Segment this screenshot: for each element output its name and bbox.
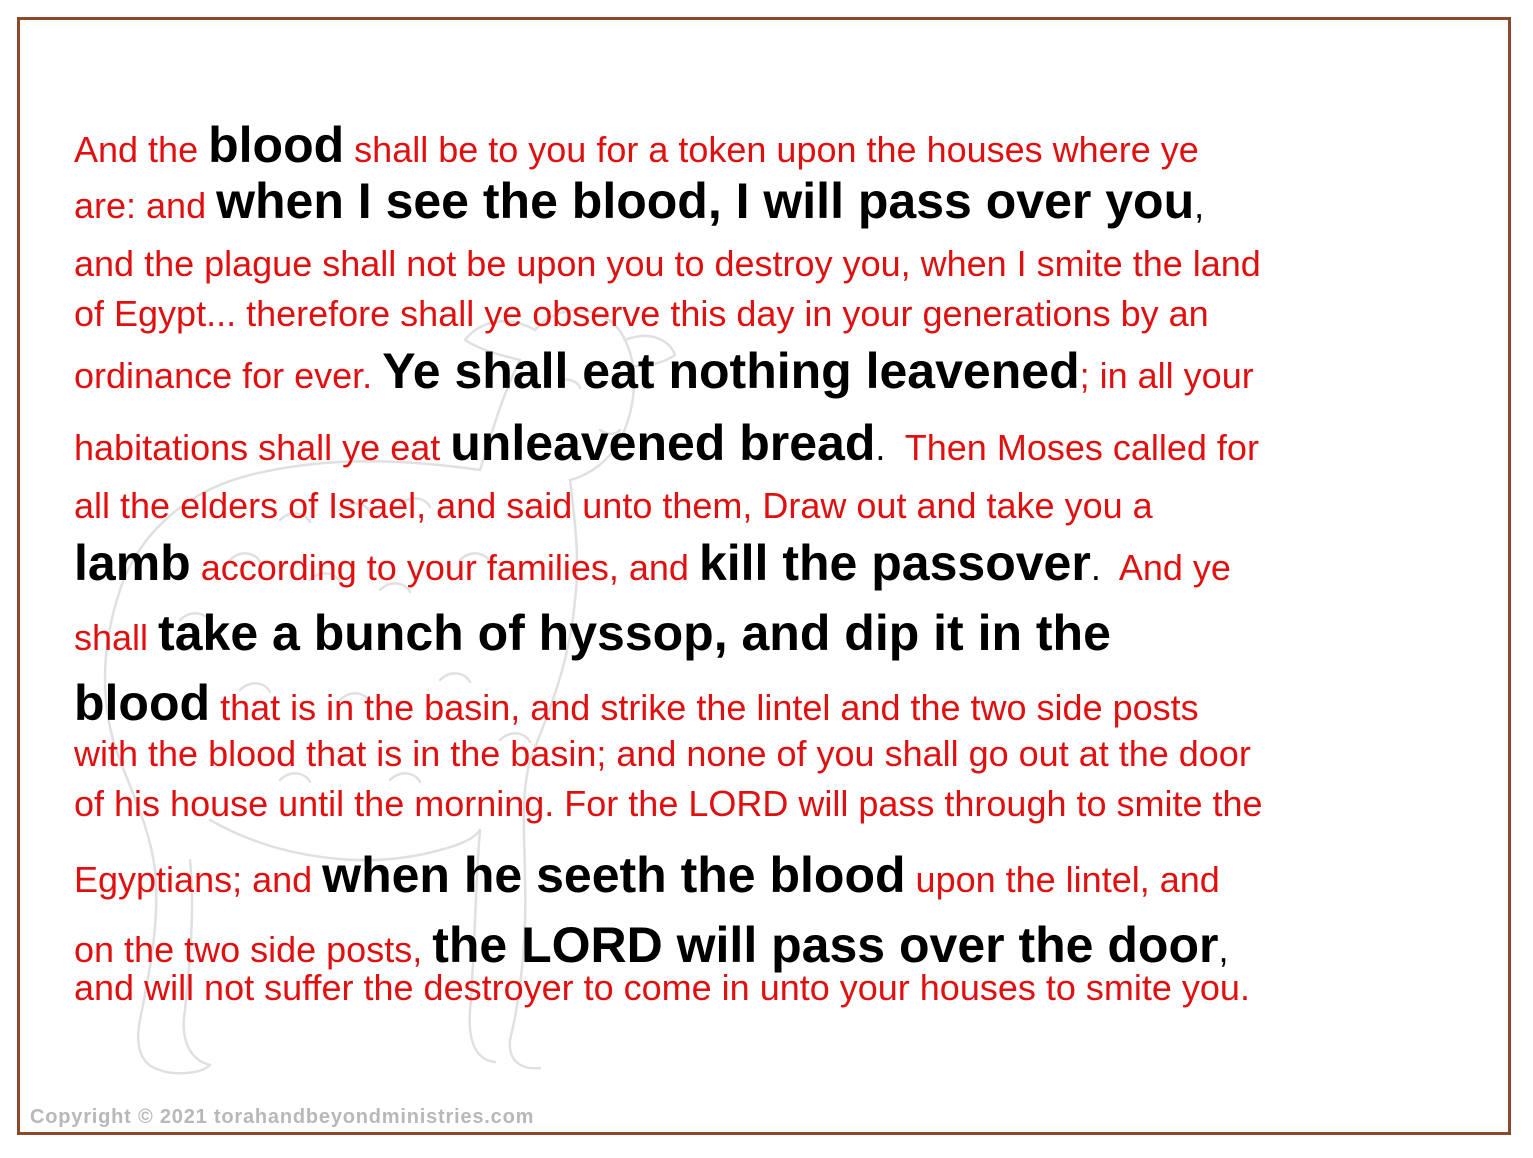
- passage-line-5: [74, 343, 1474, 418]
- passage-line-7: all the elders of Israel, and said unto them, Draw out and take you a: [74, 485, 1153, 526]
- emphasis-text: lamb: [74, 535, 191, 591]
- passage-text: on the two side posts,: [74, 929, 433, 970]
- passage-line-8: [74, 535, 1474, 608]
- passage-text: ordinance for ever.: [74, 355, 383, 396]
- passage-text: shall be to you for a token upon the houses where ye: [344, 129, 1199, 170]
- emphasis-text: Ye shall eat nothing leavened: [382, 343, 1080, 399]
- passage-line-14: [74, 917, 1474, 973]
- passage-line-12: of his house until the morning. For the LORD will pass through to smite the: [74, 783, 1263, 824]
- passage-text: Then Moses called for: [885, 427, 1259, 468]
- passage-line-13: [74, 847, 1474, 920]
- scripture-passage: [74, 117, 1474, 1008]
- passage-line-1: [74, 117, 1474, 176]
- emphasis-text: when he seeth the blood: [322, 847, 906, 903]
- passage-text: shall: [74, 617, 159, 658]
- emphasis-text: blood: [74, 675, 211, 731]
- passage-line-3: and the plague shall not be upon you to destroy you, when I smite the land: [74, 243, 1261, 284]
- passage-line-15: and will not suffer the destroyer to come in unto your houses to smite you.: [74, 967, 1250, 1008]
- passage-line-2: [74, 173, 1474, 246]
- passage-line-10: [74, 675, 1474, 736]
- passage-line-9: [74, 605, 1474, 678]
- copyright-notice: Copyright © 2021 torahandbeyondministries.com: [30, 1106, 535, 1128]
- emphasis-text: unleavened bread: [450, 415, 876, 471]
- passage-text: Egyptians; and: [74, 859, 323, 900]
- passage-line-11: with the blood that is in the basin; and none of you shall go out at the door: [74, 733, 1251, 774]
- passage-text: upon the lintel, and: [905, 859, 1220, 900]
- emphasis-text: kill the passover: [698, 535, 1091, 591]
- emphasis-text: when I see the blood, I will pass over you: [216, 173, 1195, 229]
- passage-text: And the: [74, 129, 209, 170]
- passage-punctuation: ,: [1218, 929, 1229, 970]
- passage-text: are: and: [74, 185, 217, 226]
- passage-punctuation: ,: [1194, 185, 1205, 226]
- passage-line-6: [74, 415, 1474, 488]
- emphasis-text: blood: [208, 117, 345, 173]
- emphasis-text: the LORD will pass over the door: [432, 917, 1219, 973]
- passage-text: And ye: [1100, 547, 1231, 588]
- emphasis-text: take a bunch of hyssop, and dip it in the: [158, 605, 1111, 661]
- passage-punctuation: .: [875, 427, 886, 468]
- passage-text: according to your families, and: [190, 547, 699, 588]
- passage-text: that is in the basin, and strike the lintel and the two side posts: [210, 687, 1199, 728]
- passage-text: ; in all your: [1079, 355, 1254, 396]
- passage-text: habitations shall ye eat: [74, 427, 451, 468]
- passage-line-4: of Egypt... therefore shall ye observe this day in your generations by an: [74, 293, 1209, 334]
- passage-punctuation: .: [1090, 547, 1101, 588]
